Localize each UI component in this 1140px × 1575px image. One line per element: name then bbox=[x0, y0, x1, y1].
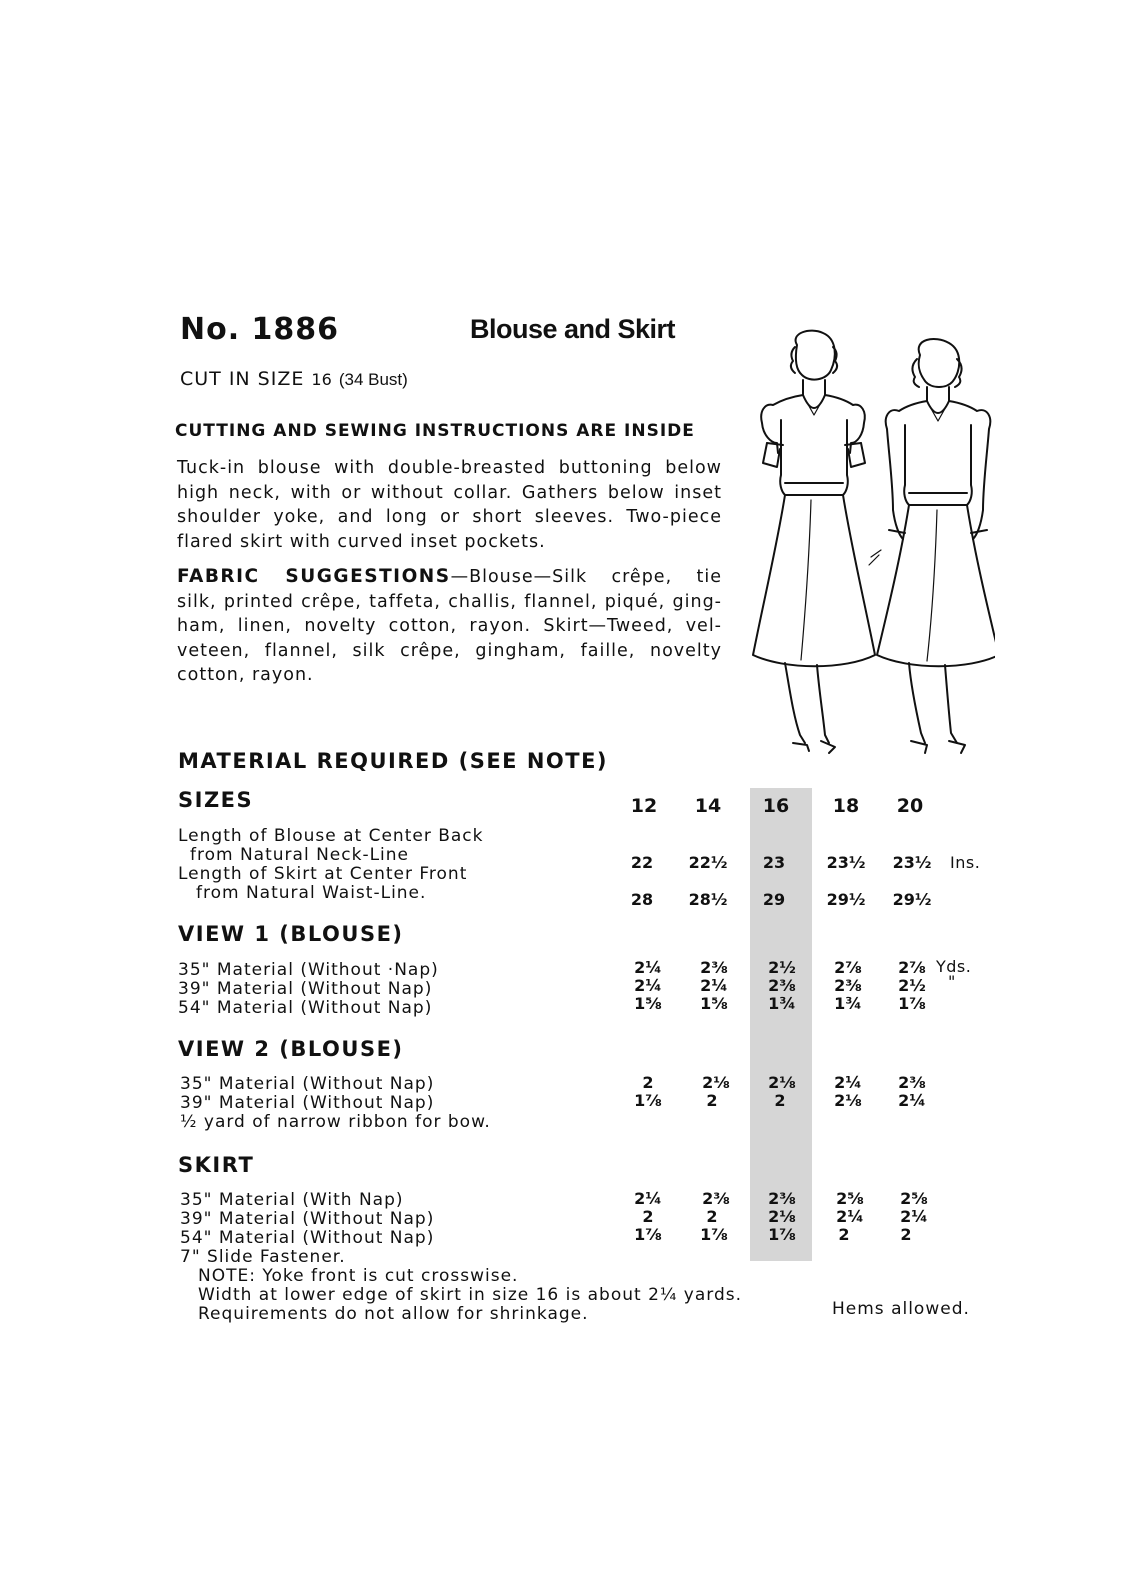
skirt-cell: 1⅞ bbox=[768, 1225, 796, 1244]
description bbox=[177, 456, 722, 554]
view1-cell: 2¼ bbox=[634, 976, 662, 995]
blouse-length-cell: 23 bbox=[762, 853, 786, 872]
yards-unit: Yds. bbox=[936, 957, 972, 976]
view1-cell: 2⅜ bbox=[700, 958, 728, 977]
skirt-cell: 2⅝ bbox=[900, 1189, 928, 1208]
skirt-cell: 2⅝ bbox=[836, 1189, 864, 1208]
size-header: 18 bbox=[832, 795, 860, 817]
length-label: Length of Blouse at Center Back bbox=[178, 826, 484, 846]
fabric-line: cotton, rayon. bbox=[177, 665, 314, 685]
view1-row-label: 35" Material (Without ·Nap) bbox=[178, 960, 439, 980]
view1-cell: 2¼ bbox=[634, 958, 662, 977]
skirt-length-cell: 29½ bbox=[826, 890, 866, 909]
view2-cell: 1⅞ bbox=[634, 1091, 662, 1110]
view2-cell: 2¼ bbox=[834, 1073, 862, 1092]
sizes-heading: SIZES bbox=[178, 788, 254, 812]
view2-cell: 2⅛ bbox=[834, 1091, 862, 1110]
blouse-length-cell: 23½ bbox=[892, 853, 932, 872]
note-line: NOTE: Yoke front is cut crosswise. bbox=[198, 1266, 519, 1286]
fabric-line bbox=[177, 565, 722, 590]
view2-row-label: 35" Material (Without Nap) bbox=[180, 1074, 435, 1094]
size-header: 20 bbox=[896, 795, 924, 817]
view1-cell: 2⅜ bbox=[768, 976, 796, 995]
description-line: shoulder yoke, and long or short sleeves. Two-piece bbox=[177, 507, 722, 527]
blouse-length-cell: 22½ bbox=[688, 853, 728, 872]
skirt-length-cell: 28 bbox=[630, 890, 654, 909]
length-label: from Natural Waist-Line. bbox=[196, 883, 427, 903]
skirt-cell: 2⅜ bbox=[702, 1189, 730, 1208]
view1-cell: 2½ bbox=[898, 976, 926, 995]
skirt-cell: 2 bbox=[642, 1207, 654, 1226]
view1-cell: 2⅞ bbox=[834, 958, 862, 977]
cut-bust: (34 Bust) bbox=[338, 370, 408, 389]
note-line: Requirements do not allow for shrinkage. bbox=[198, 1304, 589, 1324]
hems-note: Hems allowed. bbox=[832, 1299, 970, 1319]
view2-cell: 2⅛ bbox=[702, 1073, 730, 1092]
skirt-length-cell: 29 bbox=[762, 890, 786, 909]
skirt-cell: 2⅜ bbox=[768, 1189, 796, 1208]
cut-size-line bbox=[180, 368, 408, 390]
view1-cell: 2¼ bbox=[700, 976, 728, 995]
note-line: Width at lower edge of skirt in size 16 is about 2¼ yards. bbox=[198, 1285, 742, 1305]
skirt-cell: 2 bbox=[900, 1225, 912, 1244]
description-line: Tuck-in blouse with double-breasted buttoning below bbox=[177, 458, 722, 478]
instructions-heading: CUTTING AND SEWING INSTRUCTIONS ARE INSIDE bbox=[175, 421, 695, 441]
view1-cell: 1⅞ bbox=[898, 994, 926, 1013]
fabric-heading: FABRIC SUGGESTIONS bbox=[177, 566, 451, 587]
blouse-length-cell: 23½ bbox=[826, 853, 866, 872]
view1-cell: 2⅞ bbox=[898, 958, 926, 977]
size-header: 12 bbox=[630, 795, 658, 817]
view2-cell: 2⅛ bbox=[768, 1073, 796, 1092]
view2-cell: 2⅜ bbox=[898, 1073, 926, 1092]
description-line: high neck, with or without collar. Gathers below inset bbox=[177, 482, 722, 503]
cut-label: CUT IN SIZE bbox=[180, 368, 305, 390]
skirt-length-cell: 28½ bbox=[688, 890, 728, 909]
view2-cell: 2 bbox=[774, 1091, 786, 1110]
skirt-cell: 2 bbox=[838, 1225, 850, 1244]
skirt-row-label: 35" Material (With Nap) bbox=[180, 1190, 404, 1210]
skirt-length-cell: 29½ bbox=[892, 890, 932, 909]
skirt-cell: 1⅞ bbox=[634, 1225, 662, 1244]
figure-view-2-icon bbox=[869, 339, 995, 753]
skirt-cell: 2 bbox=[706, 1207, 718, 1226]
length-label: from Natural Neck-Line bbox=[190, 845, 410, 865]
skirt-cell: 2¼ bbox=[900, 1207, 928, 1226]
fastener-note: 7" Slide Fastener. bbox=[180, 1247, 346, 1267]
view1-cell: 1¾ bbox=[768, 994, 796, 1013]
view1-heading: VIEW 1 (BLOUSE) bbox=[178, 922, 404, 946]
size-header: 14 bbox=[694, 795, 722, 817]
description-line: flared skirt with curved inset pockets. bbox=[177, 531, 546, 552]
skirt-row-label: 54" Material (Without Nap) bbox=[180, 1228, 435, 1248]
view2-heading: VIEW 2 (BLOUSE) bbox=[178, 1037, 404, 1061]
view1-cell: 2½ bbox=[768, 958, 796, 977]
skirt-cell: 2⅛ bbox=[768, 1207, 796, 1226]
view2-cell: 2 bbox=[642, 1073, 654, 1092]
blouse-length-cell: 22 bbox=[630, 853, 654, 872]
view1-cell: 2⅜ bbox=[834, 976, 862, 995]
view1-row-label: 39" Material (Without Nap) bbox=[178, 979, 433, 999]
skirt-row-label: 39" Material (Without Nap) bbox=[180, 1209, 435, 1229]
skirt-cell: 2¼ bbox=[634, 1189, 662, 1208]
cut-size: 16 bbox=[311, 370, 332, 389]
view1-cell: 1¾ bbox=[834, 994, 862, 1013]
skirt-cell: 1⅞ bbox=[700, 1225, 728, 1244]
length-label: Length of Skirt at Center Front bbox=[178, 864, 468, 884]
pattern-number: No. 1886 bbox=[180, 312, 340, 347]
material-heading: MATERIAL REQUIRED (SEE NOTE) bbox=[178, 749, 609, 773]
fabric-line: ham, linen, novelty cotton, rayon. Skirt—Tweed, vel- bbox=[177, 616, 722, 636]
fabric-line: silk, printed crêpe, taffeta, challis, flannel, piqué, ging- bbox=[177, 591, 722, 612]
fashion-sketch-icon bbox=[745, 325, 995, 755]
fabric-suggestions bbox=[177, 565, 722, 688]
fabric-first-rest: —Blouse—Silk crêpe, tie bbox=[450, 567, 722, 587]
view1-cell: 1⅝ bbox=[700, 994, 728, 1013]
skirt-cell: 2¼ bbox=[836, 1207, 864, 1226]
view2-cell: 2¼ bbox=[898, 1091, 926, 1110]
view1-cell: 1⅝ bbox=[634, 994, 662, 1013]
ribbon-note: ½ yard of narrow ribbon for bow. bbox=[180, 1112, 491, 1132]
ditto-mark: " bbox=[948, 972, 956, 991]
fabric-line: veteen, flannel, silk crêpe, gingham, faille, novelty bbox=[177, 640, 722, 661]
size-header: 16 bbox=[762, 795, 790, 817]
view2-cell: 2 bbox=[706, 1091, 718, 1110]
inches-unit: Ins. bbox=[950, 853, 981, 872]
view1-row-label: 54" Material (Without Nap) bbox=[178, 998, 433, 1018]
pattern-title: Blouse and Skirt bbox=[470, 314, 676, 344]
view2-row-label: 39" Material (Without Nap) bbox=[180, 1093, 435, 1113]
figure-view-1-icon bbox=[753, 331, 875, 753]
skirt-heading: SKIRT bbox=[178, 1153, 255, 1177]
